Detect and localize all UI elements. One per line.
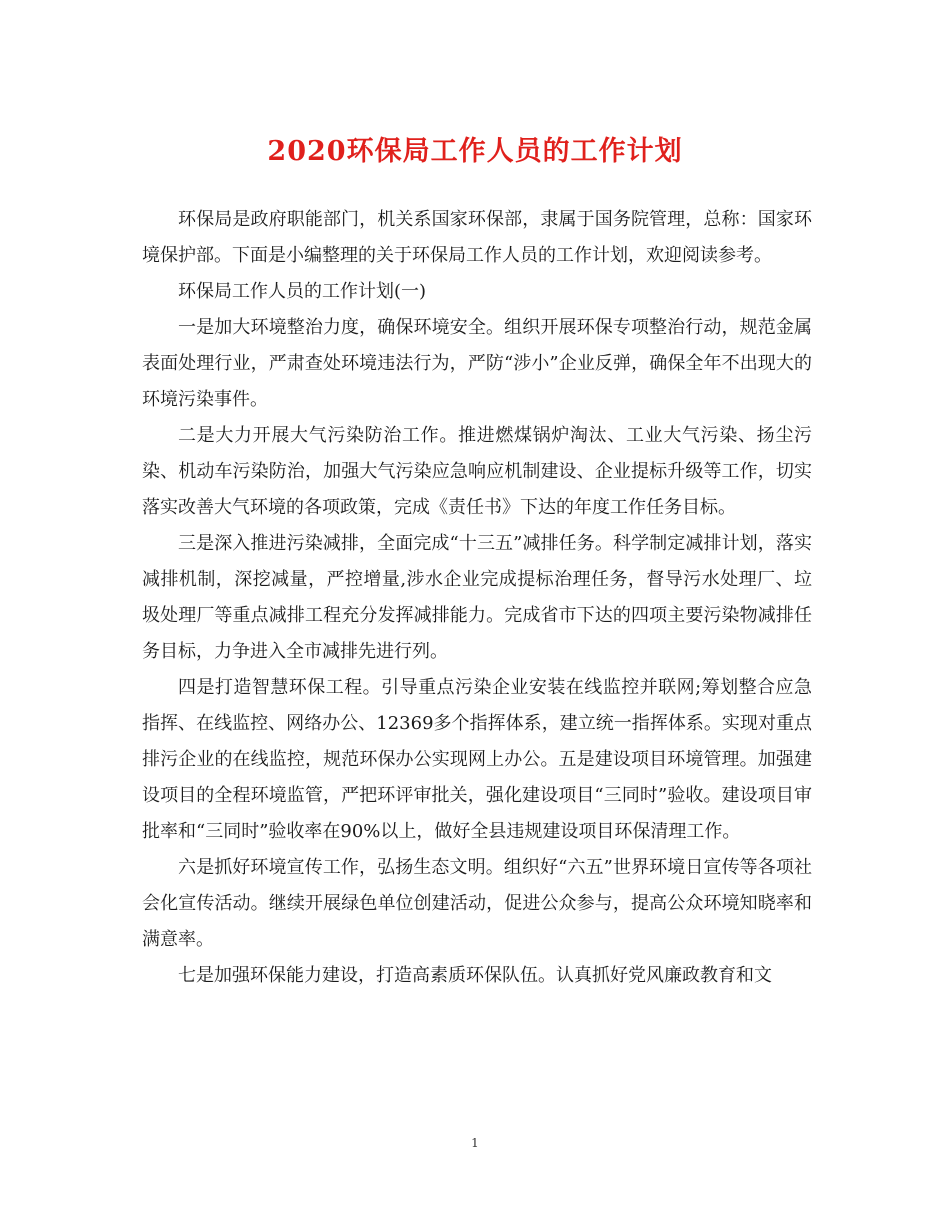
document-body bbox=[142, 202, 812, 994]
paragraph-item-7: 七是加强环保能力建设，打造高素质环保队伍。认真抓好党风廉政教育和文 bbox=[178, 965, 772, 986]
paragraph-item-6: 六是抓好环境宣传工作，弘扬生态文明。组织好“六五”世界环境日宣传等各项社会化宣传活动。继续开展绿色单位创建活动，促进公众参与，提高公众环境知晓率和满意率。 bbox=[142, 857, 812, 950]
paragraph-intro: 环保局是政府职能部门，机关系国家环保部，隶属于国务院管理，总称：国家环境保护部。下面是小编整理的关于环保局工作人员的工作计划，欢迎阅读参考。 bbox=[142, 209, 812, 266]
page-number: 1 bbox=[471, 1136, 479, 1150]
paragraph-item-3: 三是深入推进污染减排，全面完成“十三五”减排任务。科学制定减排计划，落实减排机制，深挖减量，严控增量,涉水企业完成提标治理任务，督导污水处理厂、垃圾处理厂等重点减排工程充分发挥减排能力。完成省市下达的四项主要污染物减排任务目标，力争进入全市减排先进行列。 bbox=[142, 533, 812, 662]
paragraph-item-2: 二是大力开展大气污染防治工作。推进燃煤锅炉淘汰、工业大气污染、扬尘污染、机动车污染防治，加强大气污染应急响应机制建设、企业提标升级等工作，切实落实改善大气环境的各项政策，完成《责任书》下达的年度工作任务目标。 bbox=[142, 425, 812, 518]
paragraph-section-heading: 环保局工作人员的工作计划(一) bbox=[178, 281, 427, 302]
paragraph-item-4: 四是打造智慧环保工程。引导重点污染企业安装在线监控并联网;筹划整合应急指挥、在线监控、网络办公、12369多个指挥体系，建立统一指挥体系。实现对重点排污企业的在线监控，规范环保办公实现网上办公。五是建设项目环境管理。加强建设项目的全程环境监管，严把环评审批关，强化建设项目“三同时”验收。建设项目审批率和“三同时”验收率在90%以上，做好全县违规建设项目环保清理工作。 bbox=[142, 677, 812, 842]
paragraph-item-1: 一是加大环境整治力度，确保环境安全。组织开展环保专项整治行动，规范金属表面处理行业，严肃查处环境违法行为，严防“涉小”企业反弹，确保全年不出现大的环境污染事件。 bbox=[142, 317, 812, 410]
document-title: 2020环保局工作人员的工作计划 bbox=[267, 136, 683, 167]
